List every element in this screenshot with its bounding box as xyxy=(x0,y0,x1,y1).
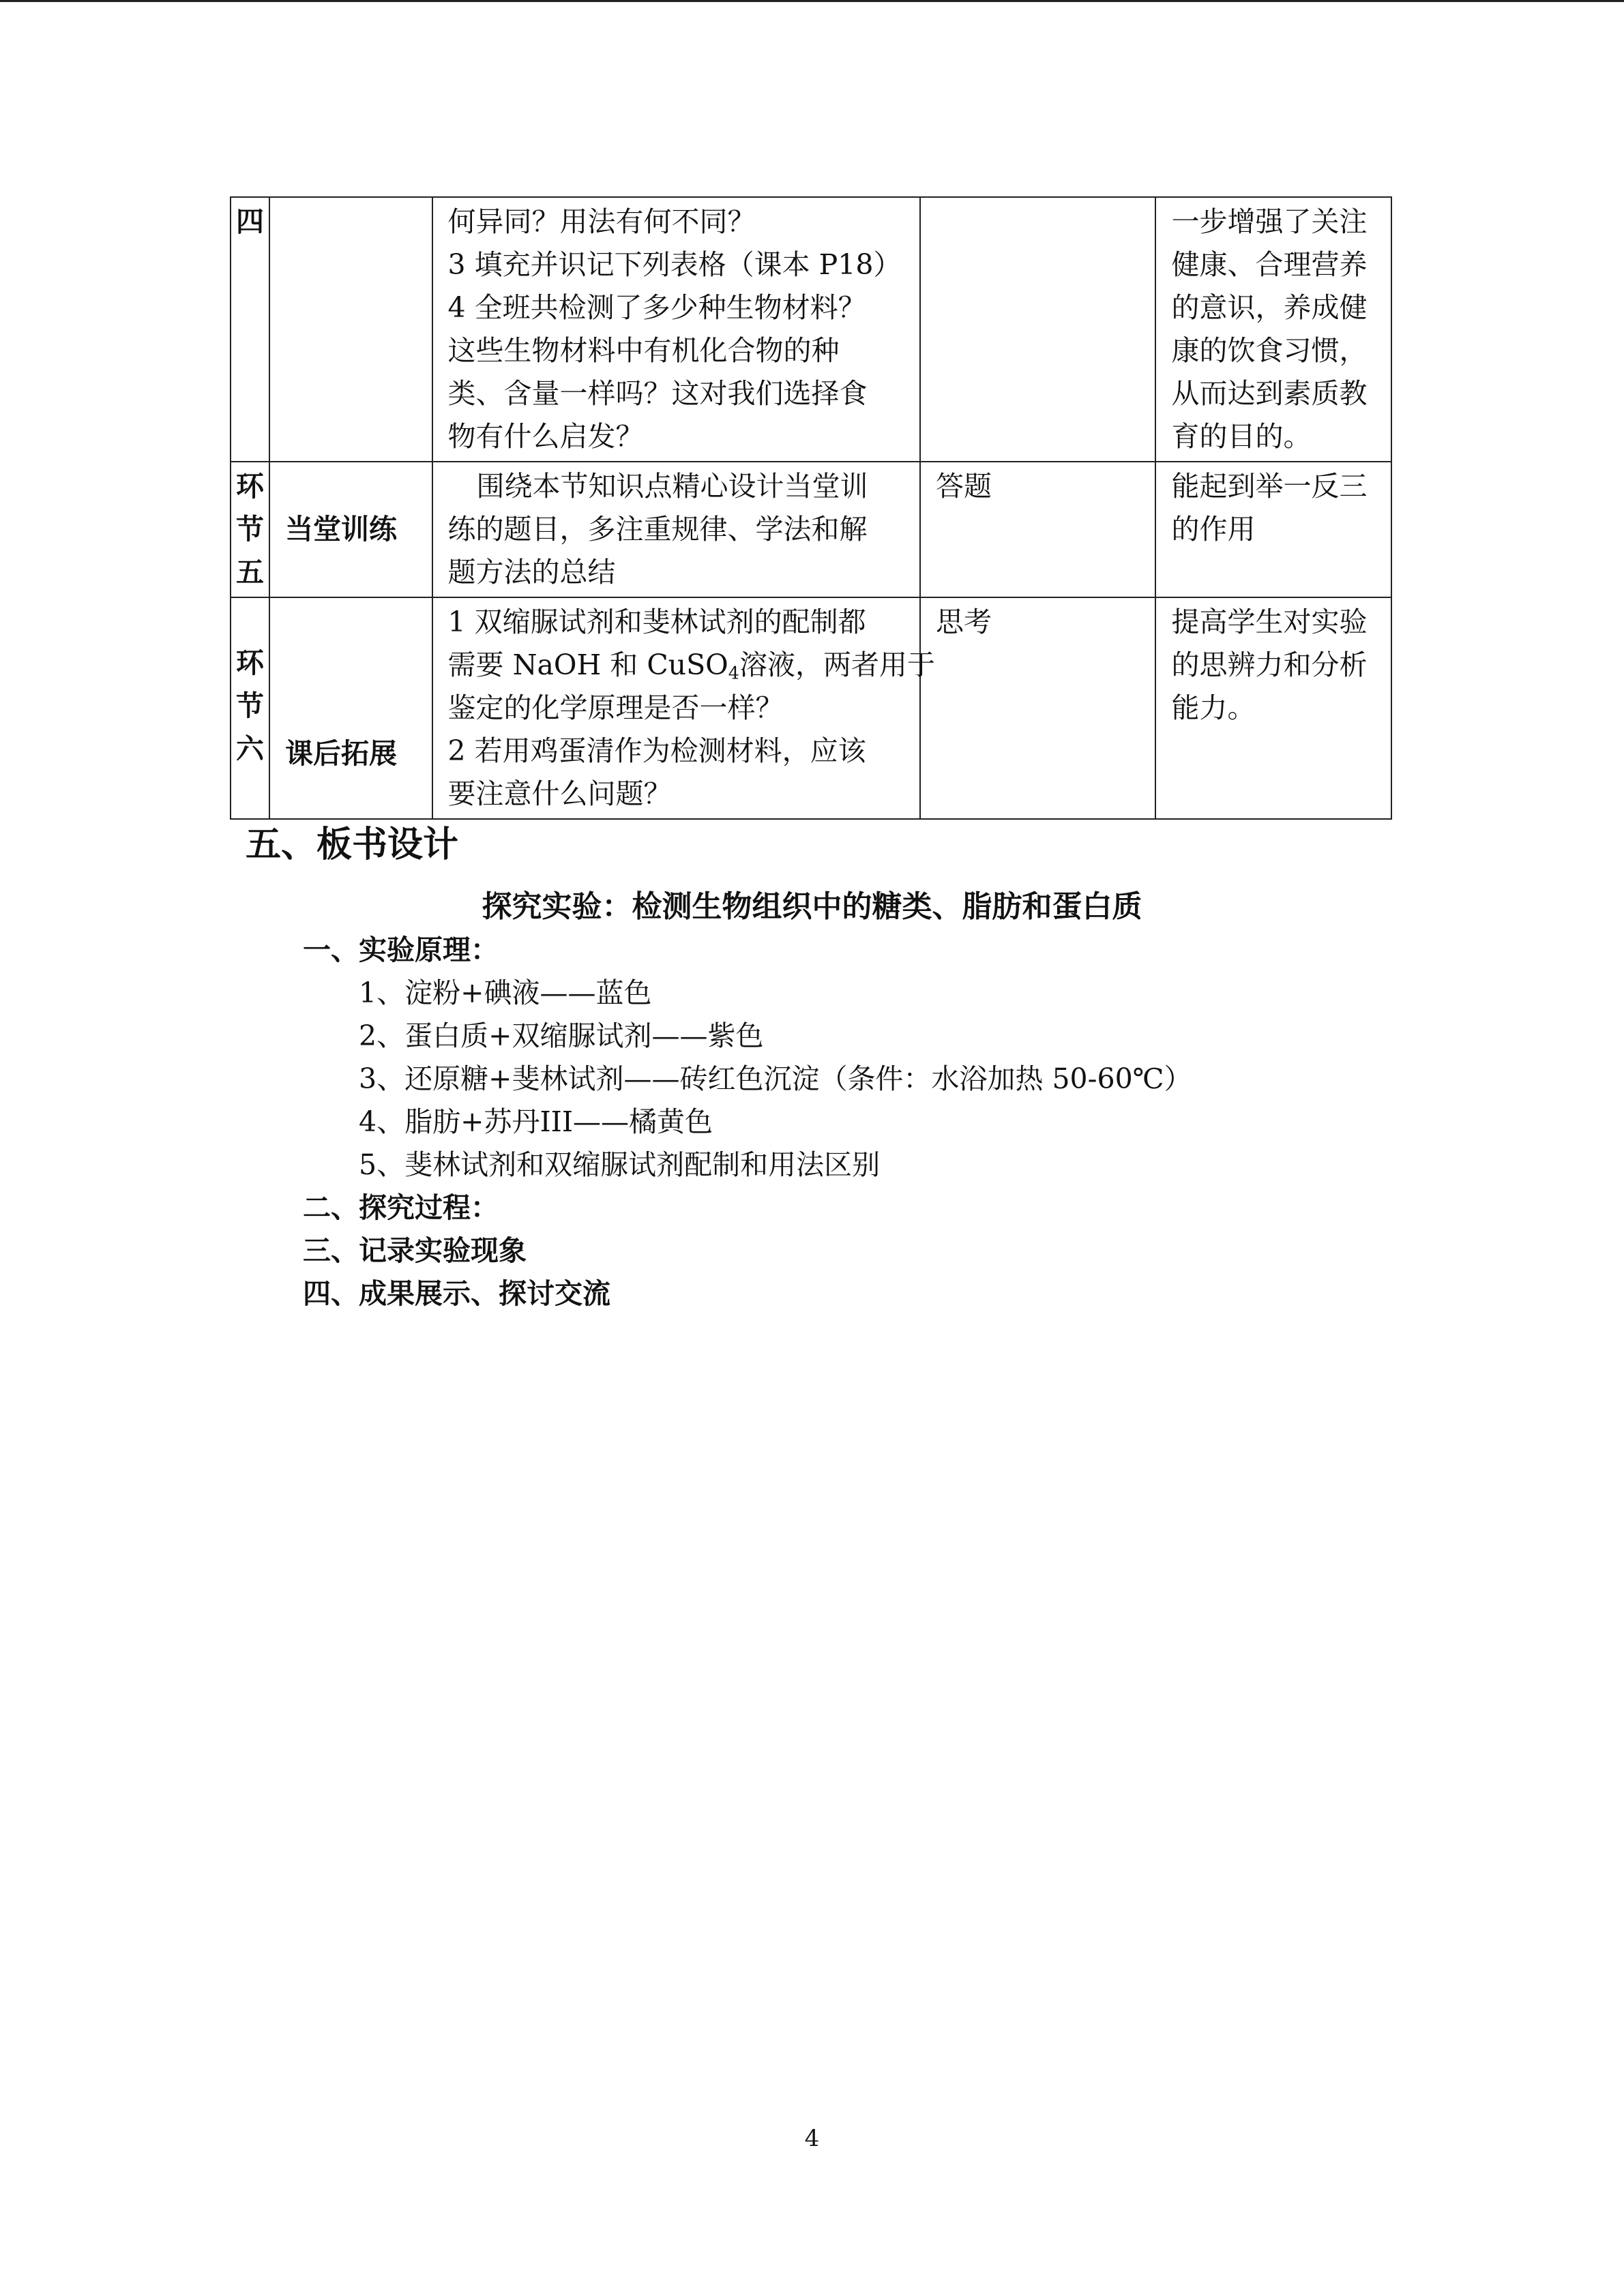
content-cell xyxy=(432,197,920,462)
outline-item: 3、还原糖+斐林试剂——砖红色沉淀（条件：水浴加热 50-60℃） xyxy=(359,1062,1192,1095)
content-line: 物有什么启发？ xyxy=(447,420,644,453)
content-line: 要注意什么问题？ xyxy=(447,777,672,810)
purpose-line: 的思辨力和分析 xyxy=(1171,648,1368,681)
content-line: 4 全班共检测了多少种生物材料？ xyxy=(447,291,866,324)
topic-cell: 当堂训练 xyxy=(269,462,432,597)
stage-cell xyxy=(231,462,269,597)
table-row xyxy=(231,597,1391,819)
outline-heading: 一、实验原理： xyxy=(303,934,499,966)
stage-char: 节 xyxy=(236,689,265,722)
purpose-line: 健康、合理营养 xyxy=(1171,248,1368,281)
purpose-cell xyxy=(1155,597,1391,819)
outline-item: 2、蛋白质+双缩脲试剂——紫色 xyxy=(359,1019,764,1052)
page-number: 4 xyxy=(804,2125,820,2152)
stage-cell xyxy=(231,597,269,819)
content-line: 练的题目，多注重规律、学法和解 xyxy=(447,513,868,546)
purpose-line: 能起到举一反三 xyxy=(1171,470,1368,503)
purpose-line: 提高学生对实验 xyxy=(1171,606,1368,638)
content-line: 围绕本节知识点精心设计当堂训 xyxy=(476,470,868,503)
outline-item: 5、斐林试剂和双缩脲试剂配制和用法区别 xyxy=(359,1148,881,1181)
content-line: 3 填充并识记下列表格（课本 P18） xyxy=(447,248,902,281)
content-line: 何异同？用法有何不同？ xyxy=(447,205,756,238)
lesson-plan-table xyxy=(230,196,1392,820)
content-line xyxy=(447,644,935,687)
purpose-line: 能力。 xyxy=(1171,691,1256,724)
activity-cell: 答题 xyxy=(920,462,1155,597)
purpose-line: 一步增强了关注 xyxy=(1171,205,1368,238)
section-heading: 五、板书设计 xyxy=(246,824,459,865)
content-text: 需要 NaOH 和 CuSO xyxy=(447,648,728,681)
outline-heading: 三、记录实验现象 xyxy=(303,1234,527,1267)
activity-cell xyxy=(920,197,1155,462)
table-row xyxy=(231,462,1391,597)
activity-cell: 思考 xyxy=(920,597,1155,819)
outline-heading: 四、成果展示、探讨交流 xyxy=(303,1277,610,1310)
purpose-cell xyxy=(1155,462,1391,597)
outline-heading: 二、探究过程： xyxy=(303,1191,499,1224)
topic-cell xyxy=(269,197,432,462)
stage-char: 四 xyxy=(236,205,265,238)
stage-char: 六 xyxy=(236,732,265,765)
topic-cell: 课后拓展 xyxy=(269,597,432,819)
content-line: 鉴定的化学原理是否一样？ xyxy=(447,691,784,724)
content-cell xyxy=(432,462,920,597)
purpose-line: 康的饮食习惯， xyxy=(1171,334,1368,367)
purpose-line: 育的目的。 xyxy=(1171,420,1312,453)
content-line: 2 若用鸡蛋清作为检测材料，应该 xyxy=(447,734,866,767)
stage-cell xyxy=(231,197,269,462)
content-line: 题方法的总结 xyxy=(447,556,616,588)
content-line: 这些生物材料中有机化合物的种 xyxy=(447,334,840,367)
content-line: 1 双缩脲试剂和斐林试剂的配制都 xyxy=(447,606,866,638)
purpose-line: 的意识，养成健 xyxy=(1171,291,1368,324)
content-text: 溶液，两者用于 xyxy=(739,648,935,681)
board-design-title: 探究实验：检测生物组织中的糖类、脂肪和蛋白质 xyxy=(482,889,1142,924)
stage-char: 环 xyxy=(236,470,265,503)
purpose-line: 的作用 xyxy=(1171,513,1256,546)
stage-char: 五 xyxy=(236,556,265,588)
stage-char: 节 xyxy=(236,513,265,546)
table-row xyxy=(231,197,1391,462)
page-top-border xyxy=(0,0,1624,2)
purpose-line: 从而达到素质教 xyxy=(1171,377,1368,410)
outline-item: 4、脂肪+苏丹III——橘黄色 xyxy=(359,1105,713,1138)
purpose-cell xyxy=(1155,197,1391,462)
content-line: 类、含量一样吗？这对我们选择食 xyxy=(447,377,868,410)
outline-item: 1、淀粉+碘液——蓝色 xyxy=(359,976,652,1009)
stage-char: 环 xyxy=(236,646,265,679)
board-outline xyxy=(303,929,1192,1315)
subscript: 4 xyxy=(728,662,739,683)
content-cell xyxy=(432,597,935,819)
